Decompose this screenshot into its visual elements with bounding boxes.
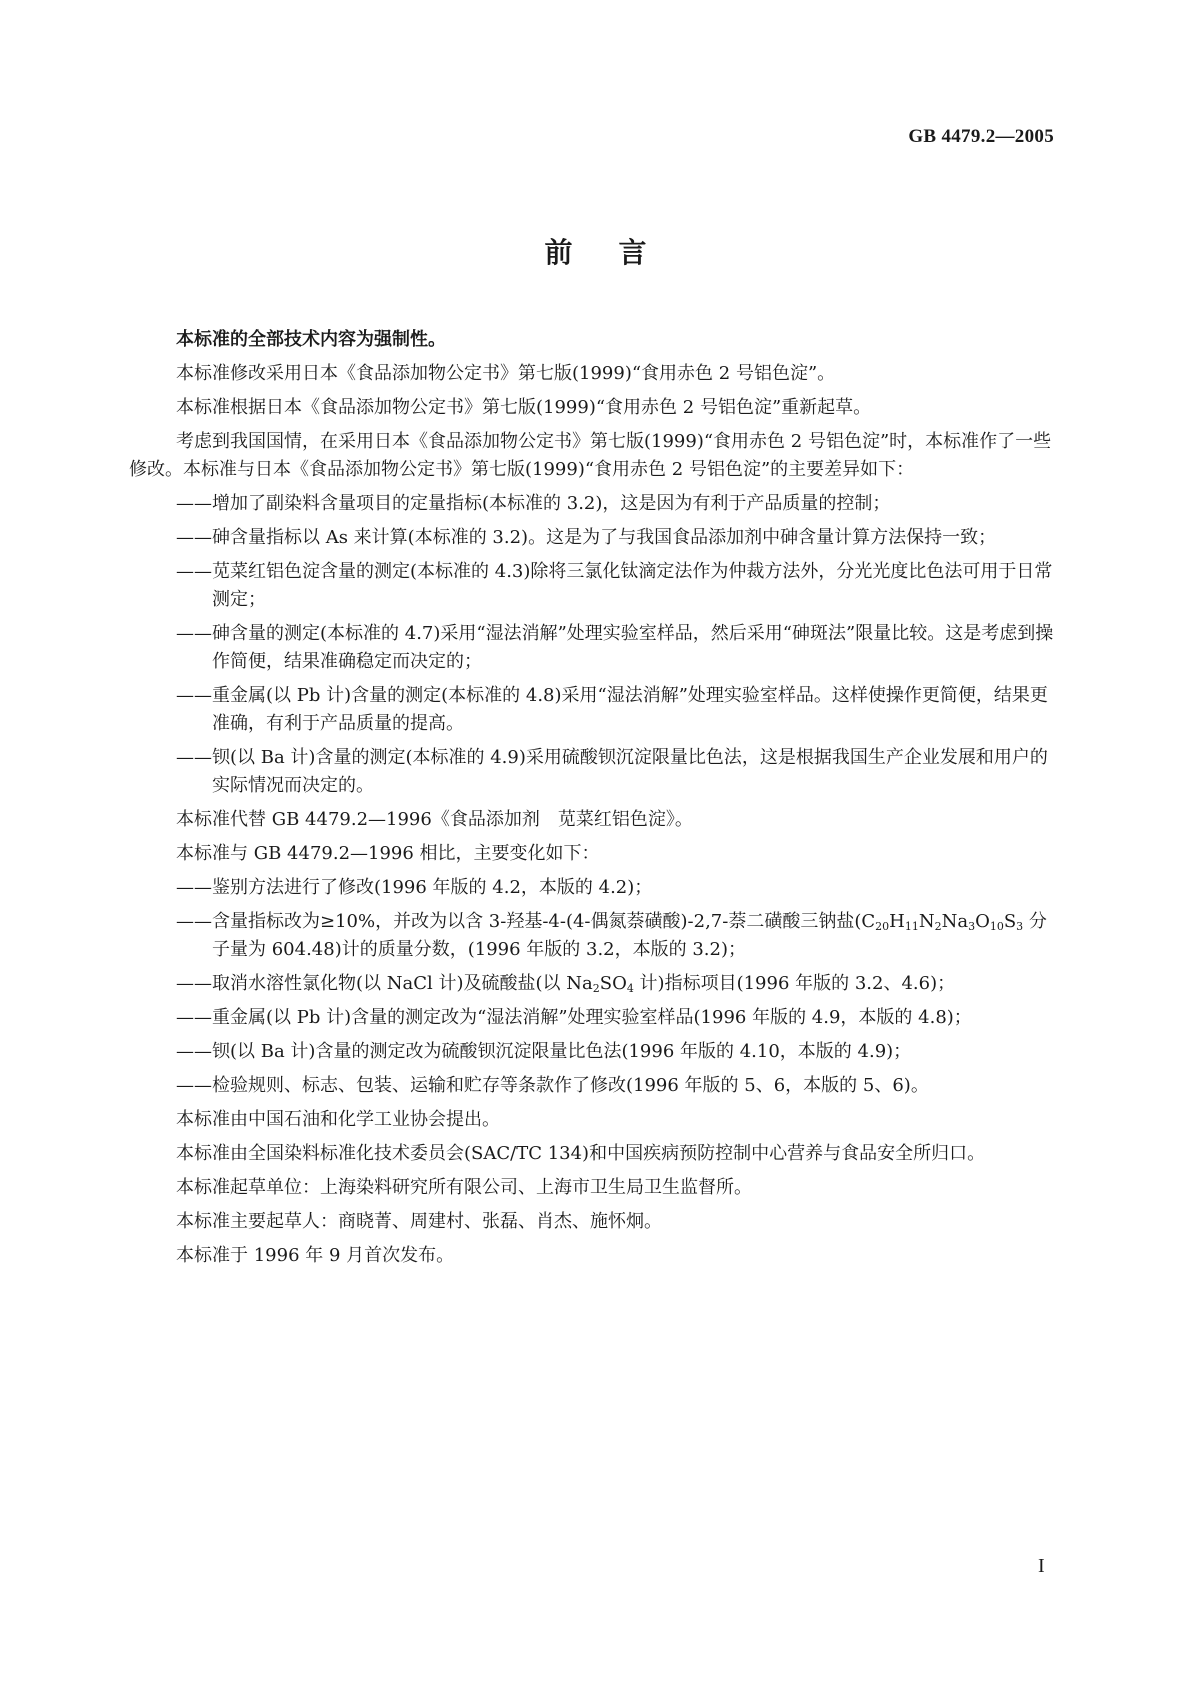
page-title: 前言: [544, 236, 693, 269]
difference-item: ——砷含量指标以 As 来计算(本标准的 3.2)。这是为了与我国食品添加剂中砷含量计算方法保持一致；: [176, 527, 997, 548]
change-text: ——取消水溶性氯化物(以 NaCl 计)及硫酸盐(以 Na: [176, 973, 593, 994]
change-text: H: [889, 911, 905, 932]
difference-item: ——钡(以 Ba 计)含量的测定(本标准的 4.9)采用硫酸钡沉淀限量比色法，这是根据我国生产企业发展和用户的实际情况而决定的。: [176, 747, 1048, 796]
change-text: 分子量为 604.48)计的质量分数，(1996 年版的 3.2，本版的 3.2)；: [212, 911, 1047, 960]
paragraph: 本标准由中国石油和化学工业协会提出。: [176, 1109, 500, 1130]
change-item: [129, 908, 1059, 964]
change-text: N: [918, 911, 935, 932]
paragraph: 本标准起草单位：上海染料研究所有限公司、上海市卫生局卫生监督所。: [176, 1177, 752, 1198]
paragraph: 本标准代替 GB 4479.2—1996《食品添加剂 苋菜红铝色淀》。: [176, 809, 693, 830]
change-text: S: [1003, 911, 1017, 932]
standard-code: GB 4479.2—2005: [908, 126, 1054, 147]
change-item: ——钡(以 Ba 计)含量的测定改为硫酸钡沉淀限量比色法(1996 年版的 4.10，本版的 4.9)；: [176, 1041, 912, 1062]
paragraph: 本标准由全国染料标准化技术委员会(SAC/TC 134)和中国疾病预防控制中心营养与食品安全所归口。: [176, 1143, 986, 1164]
change-text: 计)指标项目(1996 年版的 3.2、4.6)；: [633, 973, 956, 994]
change-text: Na: [941, 911, 969, 932]
change-text: SO: [599, 973, 627, 994]
page-number: I: [1038, 1555, 1045, 1577]
change-item: ——检验规则、标志、包装、运输和贮存等条款作了修改(1996 年版的 5、6，本版的 5、6)。: [176, 1075, 929, 1096]
subscript: 10: [989, 920, 1004, 933]
paragraph: 本标准与 GB 4479.2—1996 相比，主要变化如下：: [176, 843, 600, 864]
paragraph-mandatory: 本标准的全部技术内容为强制性。: [176, 329, 446, 350]
subscript: 3: [968, 920, 976, 933]
change-item: [129, 970, 1059, 998]
subscript: 3: [1016, 920, 1024, 933]
change-text: ——含量指标改为≥10%，并改为以含 3-羟基-4-(4-偶氮萘磺酸)-2,7-萘二磺酸三钠盐(C: [176, 911, 876, 932]
document-body: [129, 326, 1059, 1276]
paragraph: 本标准主要起草人：商晓菁、周建村、张磊、肖杰、施怀炯。: [176, 1211, 662, 1232]
change-item: ——重金属(以 Pb 计)含量的测定改为“湿法消解”处理实验室样品(1996 年版的 4.9，本版的 4.8)；: [176, 1007, 972, 1028]
paragraph: 本标准于 1996 年 9 月首次发布。: [176, 1245, 455, 1266]
subscript: 4: [626, 982, 634, 995]
difference-item: ——重金属(以 Pb 计)含量的测定(本标准的 4.8)采用“湿法消解”处理实验室样品。这样使操作更简便，结果更准确，有利于产品质量的提高。: [176, 685, 1048, 734]
difference-item: ——砷含量的测定(本标准的 4.7)采用“湿法消解”处理实验室样品，然后采用“砷斑法”限量比较。这是考虑到操作简便，结果准确稳定而决定的；: [176, 623, 1054, 672]
paragraph: 考虑到我国国情，在采用日本《食品添加物公定书》第七版(1999)“食用赤色 2 号铝色淀”时，本标准作了一些修改。本标准与日本《食品添加物公定书》第七版(1999)“食用赤色 2 号铝色淀”的主要差异如下：: [129, 431, 1052, 480]
change-item: ——鉴别方法进行了修改(1996 年版的 4.2，本版的 4.2)；: [176, 877, 653, 898]
subscript: 20: [875, 920, 890, 933]
subscript: 2: [592, 982, 600, 995]
difference-item: ——苋菜红铝色淀含量的测定(本标准的 4.3)除将三氯化钛滴定法作为仲裁方法外，分光光度比色法可用于日常测定；: [176, 561, 1053, 610]
subscript: 2: [934, 920, 942, 933]
change-text: O: [975, 911, 990, 932]
difference-item: ——增加了副染料含量项目的定量指标(本标准的 3.2)，这是因为有利于产品质量的控制；: [176, 493, 891, 514]
paragraph: 本标准根据日本《食品添加物公定书》第七版(1999)“食用赤色 2 号铝色淀”重新起草。: [176, 397, 872, 418]
paragraph: 本标准修改采用日本《食品添加物公定书》第七版(1999)“食用赤色 2 号铝色淀”。: [176, 363, 836, 384]
subscript: 11: [904, 920, 919, 933]
